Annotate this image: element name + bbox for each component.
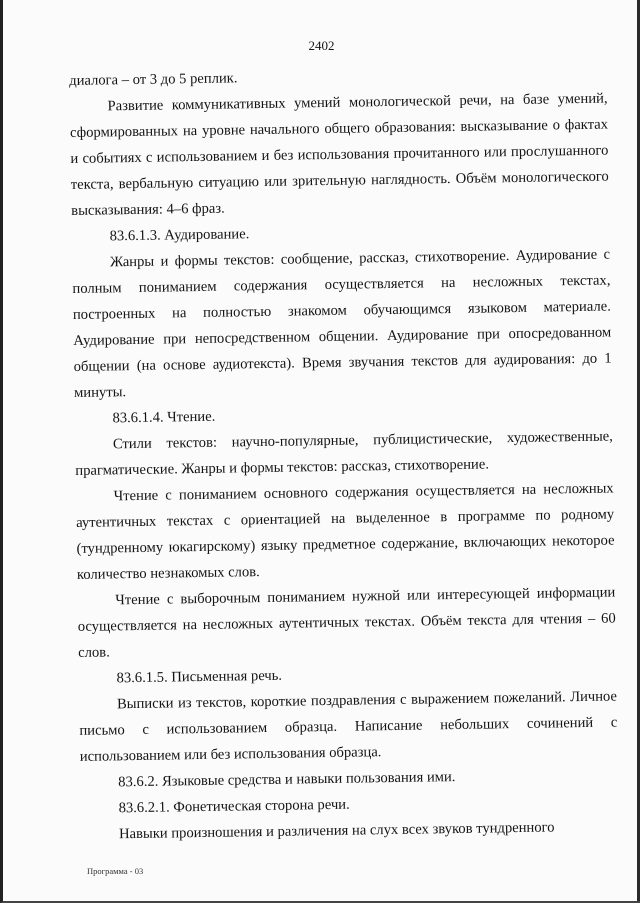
section-heading-language-means: 83.6.2. Языковые средства и навыки пользования ими. [118, 769, 456, 791]
section-heading-reading: 83.6.1.4. Чтение. [112, 408, 216, 427]
section-heading-writing: 83.6.1.5. Письменная речь. [116, 667, 283, 687]
paragraph-phonetics: Навыки произношения и различения на слух всех звуков тундренного [118, 819, 555, 843]
paragraph-listening: Жанры и формы текстов: сообщение, рассказ, стихотворение. Аудирование с полным пониманием содержания осуществляется на несложных текстах, построенных на полностью знакомом обучающимся языковом материале. Аудирование при непосредственном общении. Аудирование при опосредованном общении (на основе аудиотекста). Время звучания текстов для аудирования: до 1 минуты. [72, 246, 612, 401]
body-text [69, 60, 619, 848]
section-heading-phonetics: 83.6.2.1. Фонетическая сторона речи. [118, 796, 350, 817]
page-number: 2402 [308, 38, 335, 53]
paragraph-continuation: диалога – от 3 до 5 реплик. [69, 70, 238, 89]
paragraph-reading-main: Чтение с пониманием основного содержания осуществляется на несложных аутентичных текстах с ориентацией на выделенное в программе по родному (тундренному юкагирскому) языку предметное содержание, включающих некоторое количество незнакомых слов. [76, 480, 615, 583]
paragraph-writing: Выписки из текстов, короткие поздравления с выражением пожеланий. Личное письмо с использованием образца. Написание небольших сочинений с использованием или без использования образца. [79, 688, 618, 765]
section-heading-listening: 83.6.1.3. Аудирование. [109, 226, 250, 245]
paragraph-monologue: Развитие коммуникативных умений монологической речи, на базе умений, сформированных на уровне начального общего образования: высказывание о фактах и событиях с использованием и без использования прочитанного или прослушанного текста, вербальную ситуацию или зрительную наглядность. Объём монологического высказывания: 4–6 фраз. [69, 90, 609, 219]
paragraph-reading-selective: Чтение с выборочным пониманием нужной или интересующей информации осуществляется на несложных аутентичных текстах. Объём текста для чтения – 60 слов. [77, 584, 616, 661]
paragraph-text-styles: Стили текстов: научно-популярные, публицистические, художественные, прагматические. Жанры и формы текстов: рассказ, стихотворение. [75, 428, 613, 479]
footer-label: Программа - 03 [87, 866, 144, 876]
